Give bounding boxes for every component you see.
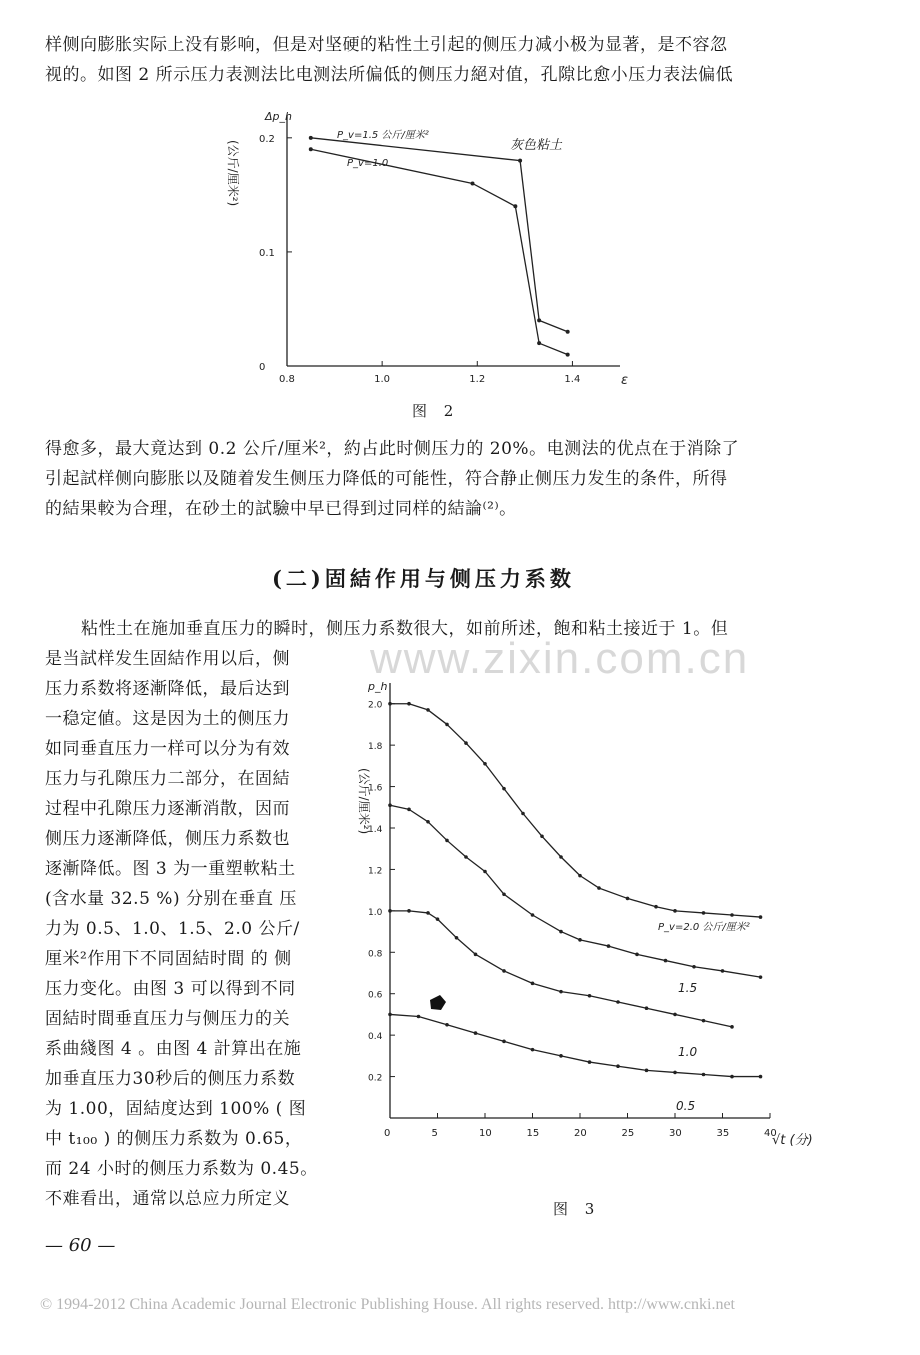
text-line: 引起試样侧向膨胀以及随着发生侧压力降低的可能性，符合静止侧压力发生的条件，所得 — [45, 469, 728, 489]
data-point — [388, 702, 392, 706]
data-point — [578, 938, 582, 942]
data-point — [521, 812, 525, 816]
text-line: 逐漸降低。图 3 为一重塑軟粘土 — [45, 859, 296, 879]
figure-3-chart — [340, 668, 820, 1188]
data-point — [426, 708, 430, 712]
y-tick-label: 0.6 — [368, 990, 383, 1001]
data-point — [483, 870, 487, 874]
text-line: 而 24 小时的侧压力系数为 0.45。 — [45, 1159, 318, 1179]
data-point — [531, 982, 535, 986]
top-paragraph — [45, 30, 733, 90]
data-point — [436, 917, 440, 921]
x-tick-label: 0.8 — [279, 374, 295, 385]
data-point — [607, 944, 611, 948]
data-point — [730, 1075, 734, 1079]
data-point — [566, 330, 570, 334]
figure-3-label-p20: P_v=2.0 公斤/厘米² — [658, 922, 750, 933]
data-point — [474, 1031, 478, 1035]
y-tick-label: 0.1 — [259, 247, 275, 259]
data-point — [588, 1060, 592, 1064]
data-point — [559, 1054, 563, 1058]
x-tick-label: 5 — [431, 1128, 438, 1139]
text-line: 厘米²作用下不同固結时間 的 侧 — [45, 949, 292, 969]
data-point — [645, 1069, 649, 1073]
series-line-1 — [311, 149, 568, 354]
text-line: 粘性土在施加垂直压力的瞬时，侧压力系数很大，如前所述，飽和粘土接近于 1。但 — [81, 619, 729, 639]
data-point — [502, 892, 506, 896]
series-line-0 — [390, 704, 761, 917]
data-point — [309, 147, 313, 151]
data-point — [407, 909, 411, 913]
x-tick-label: 1.0 — [374, 374, 391, 385]
x-tick-label: 20 — [574, 1128, 587, 1139]
data-point — [426, 820, 430, 824]
y-tick-label: 0.8 — [368, 949, 383, 960]
text-line: 得愈多，最大竟达到 0.2 公斤/厘米²，約占此时侧压力的 20%。电测法的优点在于消除了 — [45, 439, 740, 459]
text-line: 压力变化。由图 3 可以得到不同 — [45, 979, 296, 999]
text-line: 固結时間垂直压力与侧压力的关 — [45, 1009, 290, 1029]
data-point — [513, 204, 517, 208]
section-heading: (二)固結作用与侧压力系数 — [272, 566, 575, 591]
data-point — [721, 969, 725, 973]
x-tick-label: 10 — [479, 1128, 492, 1139]
figure-2-chart — [225, 100, 655, 400]
figure-2-legend-p15: P_v=1.5 公斤/厘米² — [337, 130, 429, 141]
data-point — [597, 886, 601, 890]
data-point — [417, 1015, 421, 1019]
figure-2-annotation: 灰色粘土 — [510, 138, 563, 153]
text-line: 的結果較为合理，在砂土的試驗中早已得到过同样的結論⁽²⁾。 — [45, 499, 517, 519]
x-tick-label: 25 — [621, 1128, 635, 1139]
data-point — [759, 975, 763, 979]
data-point — [502, 969, 506, 973]
figure-2-legend-p10: P_v=1.0 — [347, 158, 389, 169]
data-point — [730, 1025, 734, 1029]
x-tick-label: 15 — [526, 1128, 540, 1139]
data-point — [445, 839, 449, 843]
section-paragraph-narrow — [45, 674, 318, 1214]
data-point — [426, 911, 430, 915]
figure-3-axes — [368, 683, 777, 1139]
data-point — [464, 855, 468, 859]
figure-2-x-symbol: ε — [621, 373, 629, 388]
data-point — [388, 1013, 392, 1017]
data-point — [309, 136, 313, 140]
y-tick-label: 0.4 — [368, 1032, 383, 1043]
data-point — [673, 909, 677, 913]
y-tick-label: 1.6 — [368, 783, 383, 794]
data-point — [692, 965, 696, 969]
figure-2-axes — [259, 115, 620, 385]
data-point — [588, 994, 592, 998]
data-point — [578, 874, 582, 878]
data-point — [626, 897, 630, 901]
data-point — [445, 1023, 449, 1027]
figure-3-y-symbol: p_h — [368, 680, 388, 693]
data-point — [537, 341, 541, 345]
text-line: 中 t₁₀₀ ) 的侧压力系数为 0.65， — [45, 1129, 303, 1149]
text-line: 是当試样发生固結作用以后，侧 — [45, 649, 290, 669]
series-line-1 — [390, 805, 761, 977]
data-point — [464, 741, 468, 745]
y-tick-label: 0 — [259, 362, 266, 373]
data-point — [673, 1013, 677, 1017]
figure-3-x-axis-label: √t (分) — [772, 1133, 813, 1148]
data-point — [388, 909, 392, 913]
watermark: www.zixin.com.cn — [370, 634, 750, 683]
data-point — [407, 808, 411, 812]
middle-paragraph — [45, 434, 739, 524]
data-point — [702, 911, 706, 915]
x-tick-label: 30 — [669, 1128, 682, 1139]
data-point — [730, 913, 734, 917]
data-point — [537, 318, 541, 322]
data-point — [407, 702, 411, 706]
data-point — [635, 953, 639, 957]
y-tick-label: 1.0 — [368, 907, 383, 918]
data-point — [702, 1019, 706, 1023]
y-tick-label: 1.2 — [368, 866, 383, 877]
x-tick-label: 0 — [384, 1128, 391, 1139]
text-line: 为 1.00，固結度达到 100% ( 图 — [45, 1099, 307, 1119]
data-point — [559, 930, 563, 934]
text-line: 力为 0.5、1.0、1.5、2.0 公斤/ — [45, 919, 300, 939]
figure-3-label-p15: 1.5 — [678, 981, 698, 995]
figure-3-caption: 图 3 — [553, 1200, 601, 1218]
data-point — [566, 353, 570, 357]
text-line: 加垂直压力30秒后的侧压力系数 — [45, 1069, 296, 1089]
copyright-footer: © 1994-2012 China Academic Journal Electronic Publishing House. All rights reserved. http://www.cnki.net — [40, 1296, 735, 1313]
data-point — [702, 1073, 706, 1077]
data-point — [483, 762, 487, 766]
figure-3-y-axis-label: (公斤/厘米²) — [357, 768, 371, 835]
data-point — [474, 953, 478, 957]
text-line: 样侧向膨胀实际上没有影响，但是对坚硬的粘性土引起的侧压力减小极为显著，是不容忽 — [45, 35, 728, 55]
figure-3-label-p05: 0.5 — [676, 1099, 696, 1113]
data-point — [540, 834, 544, 838]
y-tick-label: 1.4 — [368, 825, 383, 835]
x-tick-label: 1.2 — [469, 374, 486, 385]
ink-blot — [430, 995, 446, 1010]
data-point — [559, 855, 563, 859]
text-line: 不难看出，通常以总应力所定义 — [45, 1189, 290, 1209]
figure-2-caption: 图 2 — [412, 402, 460, 420]
text-line: 如同垂直压力一样可以分为有效 — [45, 739, 290, 759]
data-point — [759, 915, 763, 919]
y-tick-label: 0.2 — [259, 133, 275, 145]
data-point — [616, 1000, 620, 1004]
data-point — [645, 1006, 649, 1010]
data-point — [664, 959, 668, 963]
data-point — [531, 1048, 535, 1052]
data-point — [388, 803, 392, 807]
data-point — [518, 159, 522, 163]
data-point — [445, 723, 449, 727]
figure-3-series — [388, 702, 762, 1078]
data-point — [455, 936, 459, 940]
y-tick-label: 2.0 — [368, 700, 383, 711]
text-line: 视的。如图 2 所示压力表测法比电测法所偏低的侧压力絕对值，孔隙比愈小压力表法偏低 — [45, 65, 734, 85]
data-point — [502, 1040, 506, 1044]
data-point — [673, 1071, 677, 1075]
data-point — [502, 787, 506, 791]
text-line: (含水量 32.5 %) 分别在垂直 压 — [45, 889, 297, 909]
y-tick-label: 0.2 — [368, 1073, 383, 1084]
text-line: 一稳定値。这是因为土的侧压力 — [45, 709, 290, 729]
text-line: 压力系数将逐漸降低，最后达到 — [45, 679, 290, 699]
data-point — [759, 1075, 763, 1079]
text-line: 压力与孔隙压力二部分，在固結 — [45, 769, 290, 789]
data-point — [654, 905, 658, 909]
figure-3-label-p10: 1.0 — [678, 1045, 698, 1059]
data-point — [531, 913, 535, 917]
text-line: 过程中孔隙压力逐漸消散，因而 — [45, 799, 290, 819]
figure-2-y-symbol: Δp_h — [265, 110, 292, 123]
y-tick-label: 1.8 — [368, 742, 383, 753]
x-tick-label: 35 — [716, 1128, 730, 1139]
data-point — [471, 181, 475, 185]
x-tick-label: 1.4 — [564, 374, 581, 385]
figure-2-y-axis-label: (公斤/厘米²) — [226, 140, 240, 207]
data-point — [559, 990, 563, 994]
page-number: — 60 — — [45, 1235, 116, 1256]
data-point — [616, 1064, 620, 1068]
x-tick-label: 40 — [764, 1128, 777, 1139]
text-line: 侧压力逐漸降低，侧压力系数也 — [45, 829, 290, 849]
text-line: 系曲綫图 4 。由图 4 計算出在施 — [45, 1039, 302, 1059]
